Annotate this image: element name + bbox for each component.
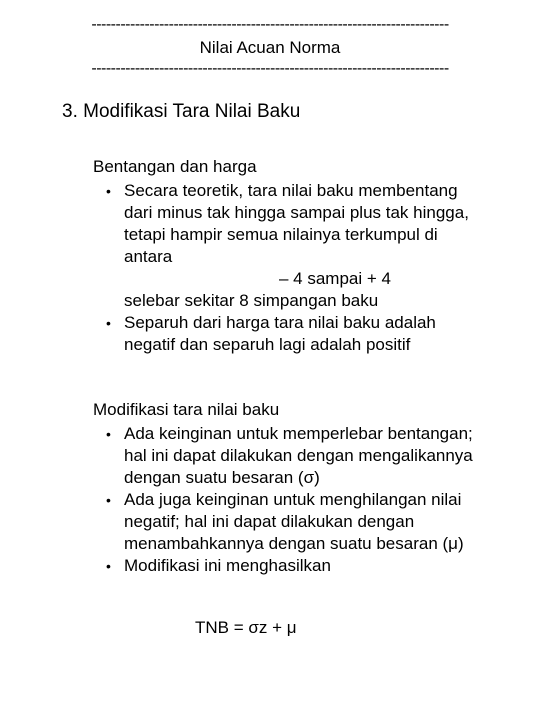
bullet-line: antara: [124, 247, 173, 266]
bullet-line: tetapi hampir semua nilainya terkumpul di: [124, 225, 438, 244]
bentangan-heading: Bentangan dan harga: [93, 157, 257, 176]
bullet-line: Secara teoretik, tara nilai baku membentang: [124, 181, 458, 200]
section-title: 3. Modifikasi Tara Nilai Baku: [62, 101, 301, 122]
modifikasi-list: [93, 423, 518, 577]
bullet-line: Ada keinginan untuk memperlebar bentangan;: [124, 424, 473, 443]
bullet-line: negatif dan separuh lagi adalah positif: [124, 335, 411, 354]
bullet-line: dari minus tak hingga sampai plus tak hingga,: [124, 203, 469, 222]
bullet-line: hal ini dapat dilakukan dengan mengalikannya: [124, 446, 473, 465]
bullet-icon: •: [106, 558, 111, 574]
list-item: [93, 489, 518, 555]
bullet-line: menambahkannya dengan suatu besaran (μ): [124, 534, 464, 553]
bullet-icon: •: [106, 492, 111, 508]
list-item: [93, 180, 518, 312]
modifikasi-block: [93, 399, 518, 577]
bullet-line: negatif; hal ini dapat dilakukan dengan: [124, 512, 415, 531]
list-item: [93, 312, 518, 356]
bullet-icon: •: [106, 315, 111, 331]
page-header-title: Nilai Acuan Norma: [199, 38, 341, 57]
bullet-line: Modifikasi ini menghasilkan: [124, 556, 331, 575]
modifikasi-heading: Modifikasi tara nilai baku: [93, 400, 280, 419]
bullet-line: dengan suatu besaran (σ): [124, 468, 320, 487]
range-line: – 4 sampai + 4: [279, 269, 391, 288]
bullet-line: Separuh dari harga tara nilai baku adalah: [124, 313, 436, 332]
list-item: [93, 423, 518, 489]
bullet-icon: •: [106, 426, 111, 442]
list-item: [93, 555, 518, 577]
bullet-line: Ada juga keinginan untuk menghilangan nilai: [124, 490, 462, 509]
bentangan-list: [93, 180, 518, 356]
range-note: selebar sekitar 8 simpangan baku: [124, 291, 379, 310]
bullet-icon: •: [106, 183, 111, 199]
tnb-formula: TNB = σz + μ: [195, 618, 297, 637]
bentangan-block: [93, 156, 518, 356]
header-divider-bottom: --------------------------------------------------------------------------: [91, 60, 449, 77]
header-divider-top: --------------------------------------------------------------------------: [91, 16, 449, 33]
